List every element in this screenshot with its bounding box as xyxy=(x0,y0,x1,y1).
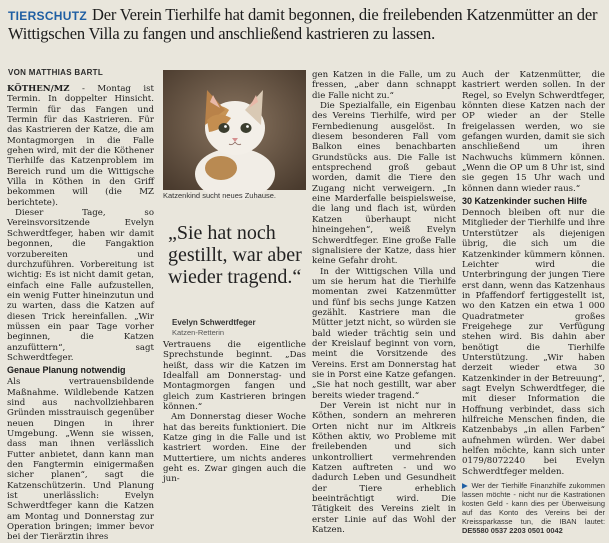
byline: VON MATTHIAS BARTL xyxy=(8,68,104,77)
paragraph: Als vertrauensbildende Maßnahme. Wildlebende Katzen sind aus nachvollziehbaren Gründen misstrauisch gegenüber neuen Dingen in ihrer Umgebung. „Wenn sie wissen, dass man ihnen verlässlich Futter anbietet, dann kann man den Fangtermin einigermaßen sicher planen“, sagt die Katzenschützerin. Und Planung ist unerlässlich: Evelyn Schwerdtfeger kann die Katzen am Montag und Donnerstag zur Operation bringen; immer bevor bei der Tierärztin ihres xyxy=(7,377,154,543)
donation-text: Wer der Tierhilfe Finanzhilfe zukommen lassen möchte - nicht nur die Kastrationen kosten Geld - kann dies per Überweisung auf das Konto des Vereins bei der Kreissparkasse tun, die IBAN lautet: xyxy=(462,481,605,527)
column-3 xyxy=(312,70,456,536)
donation-info xyxy=(462,481,605,535)
kitten-image xyxy=(163,70,306,190)
dateline: KÖTHEN/MZ xyxy=(7,84,70,94)
subheading: 30 Katzenkinder suchen Hilfe xyxy=(462,196,588,207)
paragraph: Dennoch bleiben oft nur die Mitglieder der Tierhilfe und ihre Unterstützer als diejenigen übrig, die sich um die Katzenkinder kümmern können. Leichter wird die Unterbringung der jungen Tiere erst dann, wenn das Katzenhaus in Pfaffendorf fertiggestellt ist, wo den Katzen ein etwa 1 000 Quadratmeter großes Freigehege zur Verfügung stehen wird. Bis dahin aber benötigt die Tierhilfe Unterstützung. „Wir haben derzeit wieder etwa 30 Katzenkinder in der Betreuung“, sagt Evelyn Schwerdtfeger, die mit dieser Information die Hoffnung verbindet, dass sich hilfreiche Menschen finden, die Katzenbabys „in allen Farben“ aufnehmen würden. Wer dabei helfen möchte, kann sich unter 0179/8072240 bei Evelyn Schwerdtfeger melden. xyxy=(462,208,605,477)
paragraph: In der Wittigschen Villa und um sie herum hat die Tierhilfe momentan zwei Katzenmütter und fünf bis sechs junge Katzen gezählt. Kastriere man die Mütter jetzt nicht, so würden sie bald wieder trächtig sein und der Kreislauf beginnt von vorn, meint die Vorsitzende des Vereins. Erst am Donnerstag hat sie in Porst eine Katze gefangen. „Sie hat noch gestillt, war aber bereits wieder tragend.“ xyxy=(312,266,456,401)
headline: Der Verein Tierhilfe hat damit begonnen, die freilebenden Katzenmütter an der Wittigschen Villa zu fangen und anschließend kastrieren zu lassen. xyxy=(8,5,598,43)
kicker: TIERSCHUTZ xyxy=(8,9,87,23)
paragraph: Der Verein ist nicht nur in Köthen, sondern an mehreren Orten nicht nur im Altkreis Köthen aktiv, wo Probleme mit freilebenden und sich unkontrolliert vermehrenden Katzen auftreten - und wo dadurch Leben und Gesundheit der Tiere erheblich beeinträchtigt wird. Die Tätigkeit des Vereins zielt in erster Linie auf das Wohl der Katzen. xyxy=(312,401,456,536)
paragraph: gen Katzen in die Falle, um zu fressen, „aber dann schnappt die Falle nicht zu.“ xyxy=(312,70,456,101)
kitten-photo xyxy=(163,70,306,190)
paragraph: Die Spezialfalle, ein Eigenbau des Vereins Tierhilfe, wird per Fernbedienung ausgelöst. In diesem besonderen Fall vom Balkon eines benachbarten Grundstücks aus. Die Falle ist entsprechend groß gebaut worden, damit die Tiere den Zugang nicht verweigern. „In eine Marderfalle beispielsweise, die lang und flach ist, würden Katzen überhaupt nicht hineingehen“, weiß Evelyn Schwerdtfeger. Eine große Falle signalisiere der Katze, dass hier keine Gefahr droht. xyxy=(312,101,456,267)
paragraph: Dieser Tage, so Vereinsvorsitzende Evelyn Schwerdtfeger, haben wir damit begonnen, die Fangaktion vorzubereiten und durchzuführen. Vorbereitung ist wichtig: Es ist nicht damit getan, einfach eine Falle aufzustellen, ein wenig Futter hineinzutun und zu warten, dass die Katzen auf diesen Trick hereinfallen. „Wir müssen ein paar Tage vorher beginnen, die Katzen anzufüttern“, sagt Schwerdtfeger. xyxy=(7,208,154,363)
paragraph: Am Donnerstag dieser Woche hat das bereits funktioniert. Die Katze ging in die Falle und ist kastriert worden. Eine der Muttertiere, um nichts anderes geht es. Zwar gingen auch die jun- xyxy=(163,412,306,485)
arrow-icon: ▶ xyxy=(462,481,472,491)
paragraph: Auch der Katzenmütter, die kastriert werden sollen. In der Regel, so Evelyn Schwerdtfeger, könnten diese Katzen nach der OP wieder an der Stelle freigelassen werden, wo sie gefangen wurden, damit sie sich anschließend um ihren Nachwuchs kümmern können. „Wenn die OP um 8 Uhr ist, sind sie gegen 15 Uhr wach und können dann wieder raus.“ xyxy=(462,70,605,194)
paragraph: - Montag ist Termin. In doppelter Hinsicht. Termin für das Fangen und Termin für das Kastrieren. Für das Kastrieren der Katze, die am Montagmorgen in die Falle gehen wird, mit der die Köthener Tierhilfe das Katzenproblem im Bereich rund um die Wittigsche Villa in Köthen in den Griff bekommen will (die MZ berichtete). xyxy=(7,84,154,208)
column-2 xyxy=(163,340,306,510)
headline-block xyxy=(8,6,604,43)
column-1 xyxy=(7,84,154,543)
subheading: Genaue Planung notwendig xyxy=(7,365,126,376)
quote-role: Katzen-Retterin xyxy=(172,328,225,337)
column-4 xyxy=(462,70,605,536)
paragraph: Vertrauens die eigentliche Sprechstunde beginnt. „Das heißt, dass wir die Katzen im Idealfall am Donnerstag- und Montagmorgen fangen und gleich zum Kastrieren bringen können.“ xyxy=(163,340,306,413)
iban: DE5580 0537 2203 0501 0042 xyxy=(462,526,563,536)
quote-author: Evelyn Schwerdtfeger xyxy=(172,318,256,327)
pull-quote: „Sie hat noch gestillt, war aber wieder tragend.“ xyxy=(168,222,302,288)
photo-caption: Katzenkind sucht neues Zuhause. xyxy=(163,191,276,200)
